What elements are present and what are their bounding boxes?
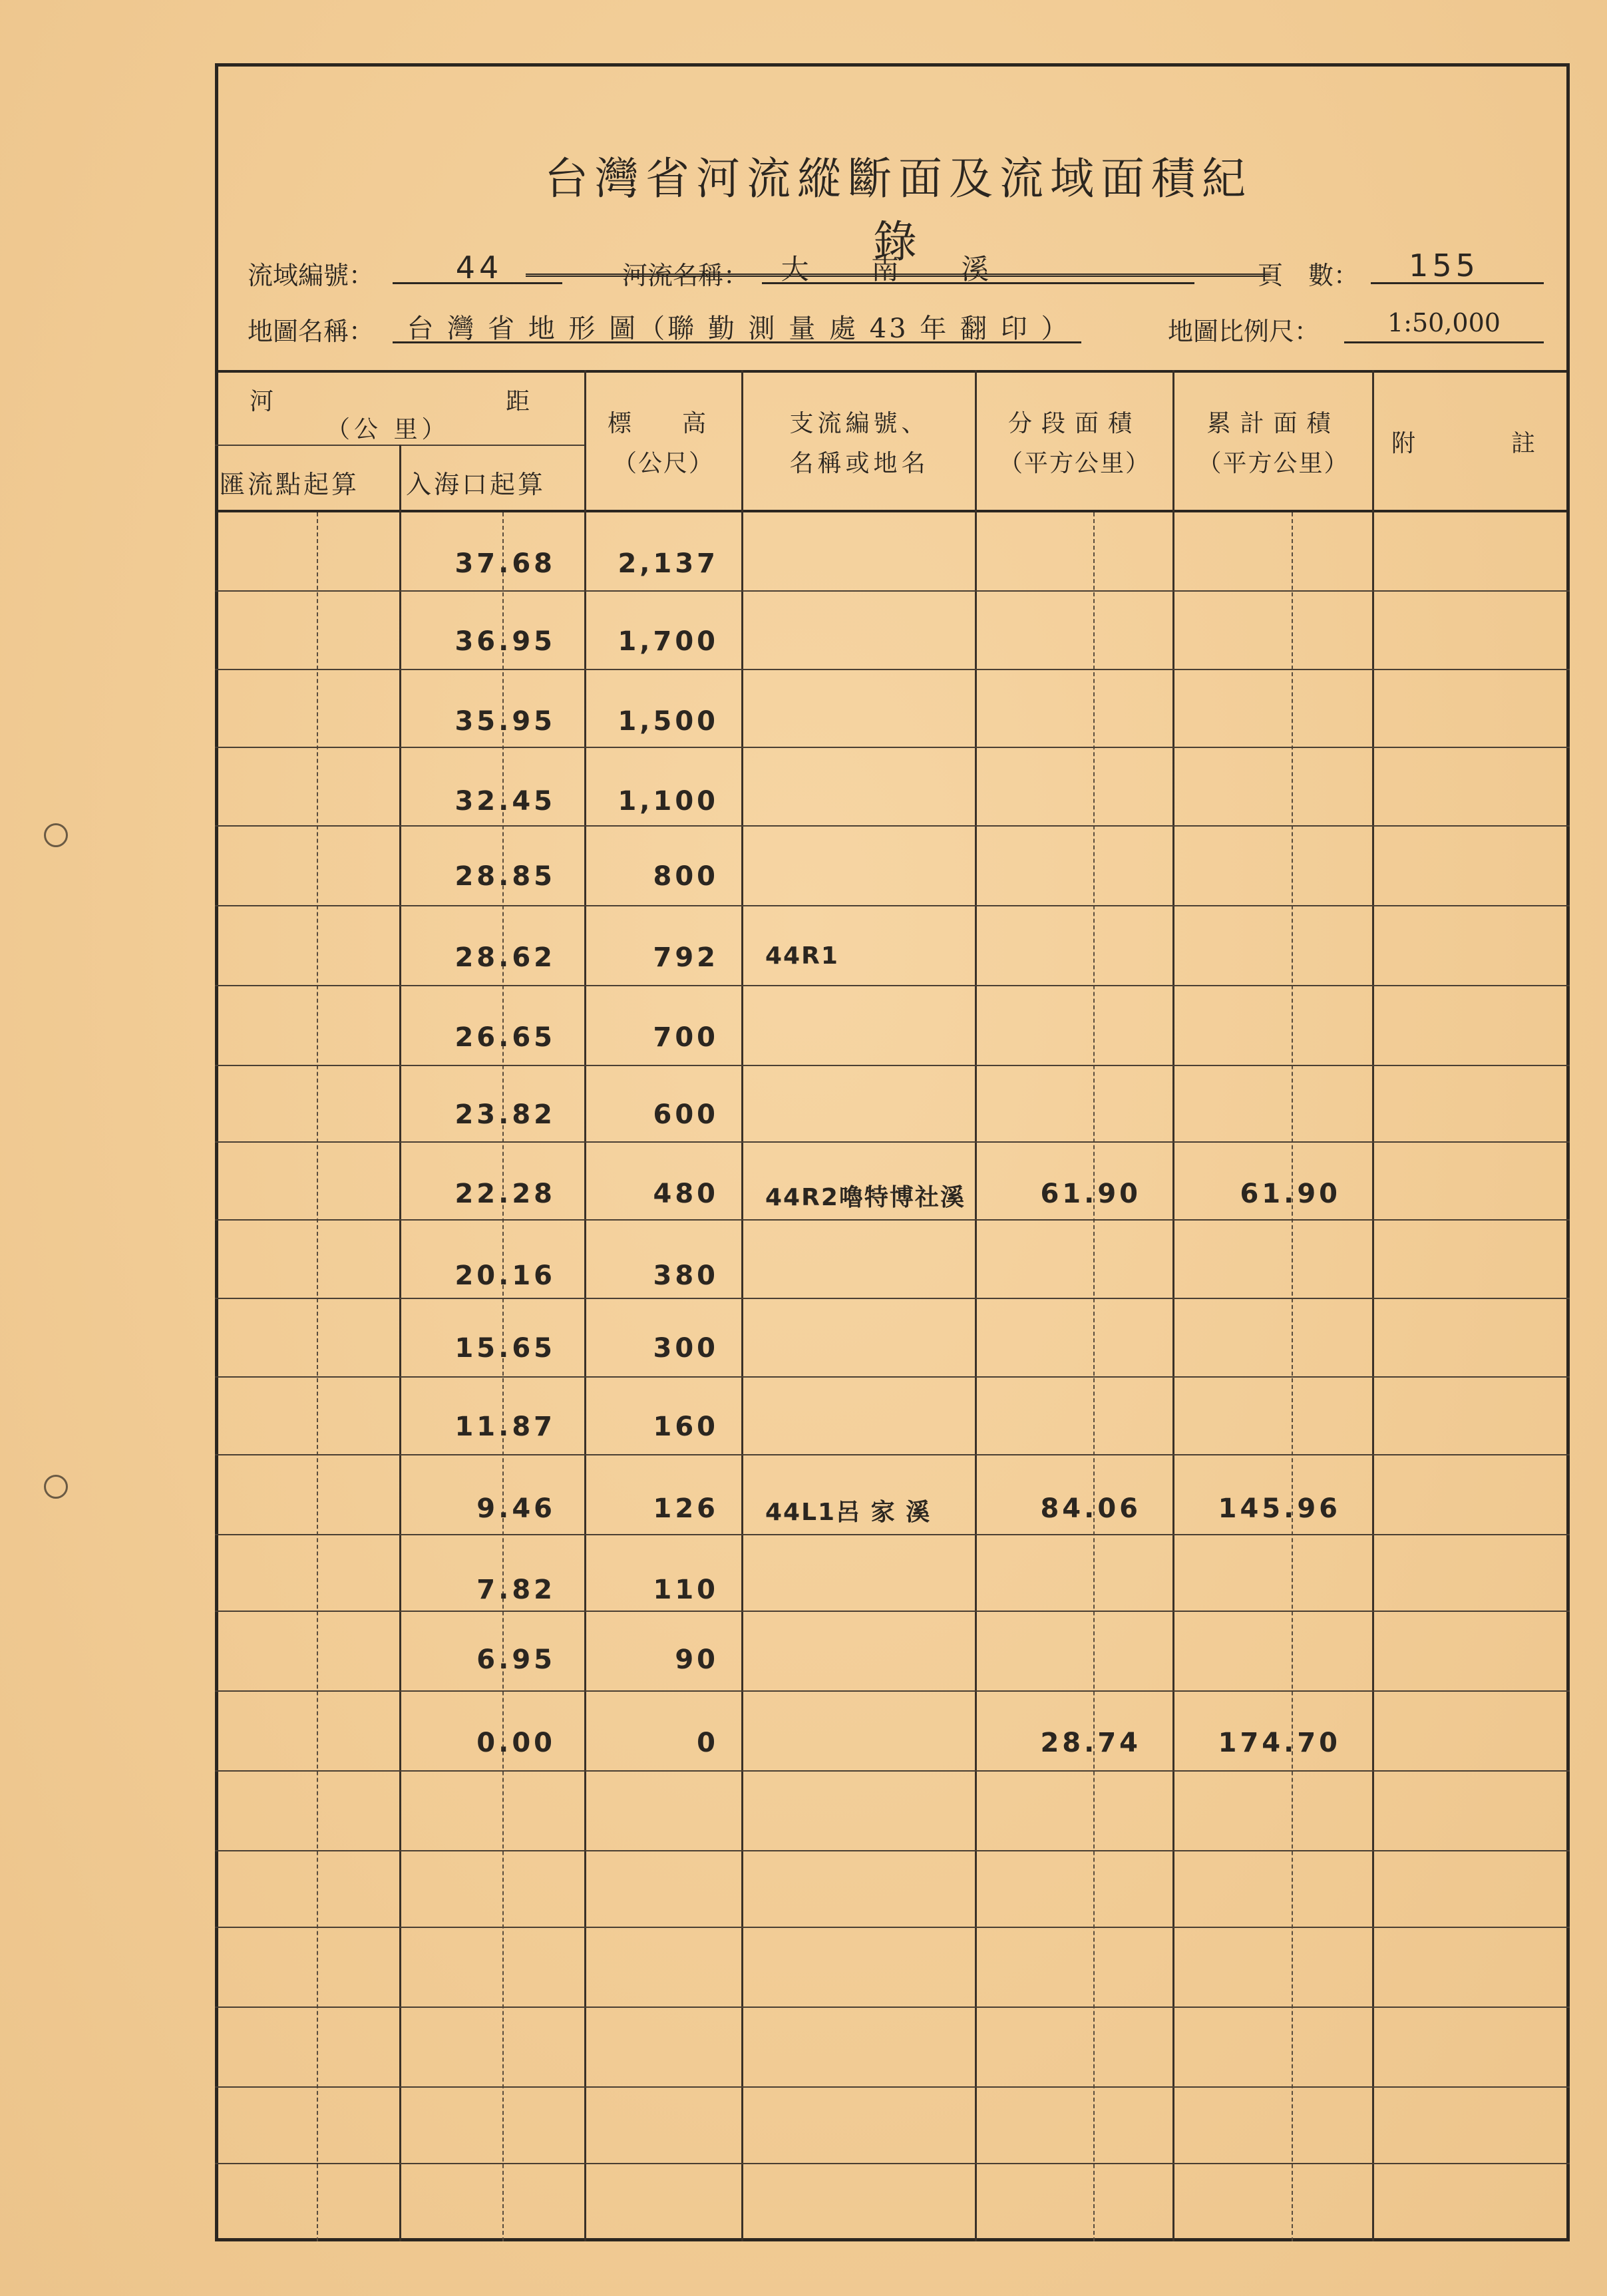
elevation-value: 800 — [653, 861, 719, 892]
row-divider — [215, 2163, 1570, 2164]
col-section-area: 分段面積 — [1007, 410, 1141, 437]
scale-label: 地圖比例尺： — [1168, 317, 1320, 346]
row-divider — [215, 905, 1570, 906]
elevation-value: 1,500 — [618, 706, 719, 737]
basin-no-value: 44 — [455, 250, 503, 286]
cumulative-area-value: 145.96 — [1218, 1493, 1341, 1524]
map-name-label: 地圖名稱： — [248, 317, 375, 346]
elevation-value: 1,700 — [618, 626, 719, 657]
river-name-value: 大 南 溪 — [781, 253, 1016, 286]
tributary-name: 44R1 — [765, 942, 839, 970]
elevation-value: 792 — [653, 942, 719, 973]
row-divider — [215, 1927, 1570, 1928]
col-divider-3 — [741, 370, 743, 2241]
elevation-value: 160 — [653, 1412, 719, 1442]
tributary-name: 44L1呂 家 溪 — [765, 1499, 932, 1526]
col-elevation: 標 高 — [607, 410, 719, 437]
form-frame — [215, 63, 1570, 2241]
distance-from-mouth: 7.82 — [476, 1575, 556, 1605]
col-section-area-unit: （平方公里） — [998, 450, 1151, 477]
row-divider — [215, 1065, 1570, 1066]
distance-from-mouth: 28.85 — [454, 861, 556, 892]
col-tributary-b: 名稱或地名 — [789, 450, 930, 477]
map-name-value: 台 灣 省 地 形 圖（聯 勤 測 量 處 43 年 翻 印 ） — [407, 313, 1071, 344]
row-divider — [215, 1219, 1570, 1221]
col-unit-km: （公 里） — [326, 416, 450, 443]
form-title: 台灣省河流縱斷面及流域面積紀錄 — [526, 143, 1271, 277]
row-divider — [215, 1770, 1570, 1772]
row-divider — [215, 985, 1570, 986]
col-river-distance-b: 距 — [506, 388, 534, 415]
col-divider-6 — [1372, 370, 1374, 2241]
col-divider-5 — [1172, 370, 1174, 2241]
cumulative-area-value: 61.90 — [1240, 1179, 1341, 1209]
scale-value: 1:50,000 — [1387, 308, 1501, 337]
row-divider — [215, 825, 1570, 827]
distance-from-mouth: 23.82 — [454, 1099, 556, 1130]
col-from-mouth: 入海口起算 — [406, 470, 546, 499]
distance-from-mouth: 36.95 — [454, 626, 556, 657]
elevation-value: 600 — [653, 1099, 719, 1130]
distance-from-mouth: 26.65 — [454, 1022, 556, 1053]
row-divider — [215, 590, 1570, 592]
basin-no-underline — [393, 282, 562, 284]
elevation-value: 380 — [653, 1260, 719, 1291]
col-tributary-a: 支流編號、 — [789, 410, 930, 437]
col-divider-4 — [975, 370, 977, 2241]
page-no-label: 頁 數： — [1258, 261, 1359, 290]
col-from-confluence: 匯流點起算 — [220, 470, 360, 499]
distance-from-mouth: 15.65 — [454, 1333, 556, 1364]
elevation-value: 300 — [653, 1333, 719, 1364]
map-name-underline — [393, 341, 1081, 343]
section-area-value: 61.90 — [1040, 1179, 1141, 1209]
row-divider — [215, 1534, 1570, 1535]
river-name-label: 河流名稱： — [622, 261, 749, 290]
distance-from-mouth: 0.00 — [476, 1728, 556, 1758]
elevation-value: 110 — [653, 1575, 719, 1605]
river-name-underline — [762, 282, 1194, 284]
cumulative-area-value: 174.70 — [1218, 1728, 1341, 1758]
distance-from-mouth: 35.95 — [454, 706, 556, 737]
row-divider — [215, 1690, 1570, 1692]
col-divider-1 — [399, 445, 401, 2241]
distance-from-mouth: 11.87 — [454, 1412, 556, 1442]
elevation-value: 2,137 — [618, 548, 719, 579]
row-divider — [215, 1611, 1570, 1612]
elevation-value: 480 — [653, 1179, 719, 1209]
page-no-value: 155 — [1409, 248, 1479, 284]
scale-underline — [1344, 341, 1544, 343]
row-divider — [215, 1141, 1570, 1143]
page-no-underline — [1371, 282, 1544, 284]
elevation-value: 700 — [653, 1022, 719, 1053]
tributary-name: 44R2嚕特博社溪 — [765, 1184, 966, 1211]
col-cum-area-unit: （平方公里） — [1197, 450, 1349, 477]
binder-hole-top — [44, 823, 68, 847]
row-divider — [215, 1454, 1570, 1455]
section-area-value: 28.74 — [1040, 1728, 1141, 1758]
elevation-value: 90 — [675, 1644, 719, 1675]
distance-from-mouth: 6.95 — [476, 1644, 556, 1675]
row-divider — [215, 1376, 1570, 1378]
section-area-value: 84.06 — [1040, 1493, 1141, 1524]
row-divider — [215, 2007, 1570, 2008]
distance-from-mouth: 22.28 — [454, 1179, 556, 1209]
row-divider — [215, 669, 1570, 670]
distance-from-mouth: 9.46 — [476, 1493, 556, 1524]
col-elevation-unit: （公尺） — [612, 450, 714, 477]
col-river-distance-a: 河 — [250, 388, 278, 415]
table-header-bottom — [215, 510, 1570, 512]
binder-hole-bottom — [44, 1475, 68, 1499]
distance-from-mouth: 20.16 — [454, 1260, 556, 1291]
row-divider — [215, 747, 1570, 748]
distance-from-mouth: 37.68 — [454, 548, 556, 579]
elevation-value: 1,100 — [618, 786, 719, 817]
distance-from-mouth: 28.62 — [454, 942, 556, 973]
row-divider — [215, 2086, 1570, 2088]
row-divider — [215, 1298, 1570, 1299]
col-cum-area: 累計面積 — [1206, 410, 1340, 437]
elevation-value: 126 — [653, 1493, 719, 1524]
table-top-border — [215, 370, 1570, 373]
col-remarks: 附 註 — [1391, 430, 1551, 457]
row-divider — [215, 1850, 1570, 1851]
basin-no-label: 流域編號： — [248, 261, 375, 290]
distance-from-mouth: 32.45 — [454, 786, 556, 817]
elevation-value: 0 — [697, 1728, 719, 1758]
